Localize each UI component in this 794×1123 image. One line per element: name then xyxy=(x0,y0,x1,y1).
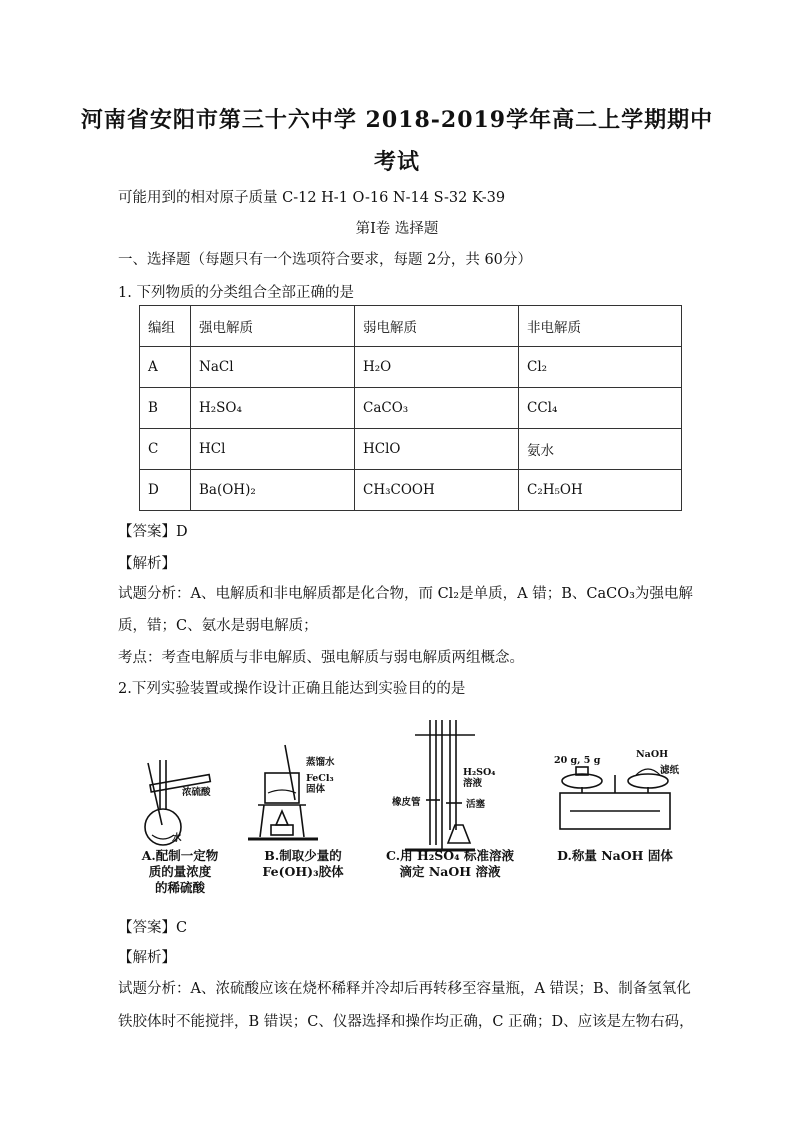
q1-answer: 【答案】D xyxy=(118,524,188,540)
label-fecl3: FeCl₃ xyxy=(306,773,334,784)
table-cell: CCl₄ xyxy=(519,388,682,429)
label-stopcock: 活塞 xyxy=(466,799,486,810)
option-a-caption-line3: 的稀硫酸 xyxy=(154,880,205,895)
table-cell: C xyxy=(140,429,191,470)
option-b-caption xyxy=(248,848,358,880)
label-naoh: NaOH xyxy=(636,749,669,760)
table-header-row xyxy=(140,306,682,347)
option-c-caption-line1: C.用 H₂SO₄ 标准溶液 xyxy=(386,848,514,863)
part1-heading: 一、选择题（每题只有一个选项符合要求，每题 2分，共 60分） xyxy=(118,252,532,268)
option-b-caption-line2: Fe(OH)₃胶体 xyxy=(262,864,344,879)
label-distilled-water: 蒸馏水 xyxy=(306,757,335,768)
table-cell: B xyxy=(140,388,191,429)
table-cell: C₂H₅OH xyxy=(519,470,682,511)
section-title: 第Ⅰ卷 选择题 xyxy=(355,221,439,237)
table-cell: H₂O xyxy=(355,347,519,388)
label-conc-sulfuric: 浓硫酸 xyxy=(182,787,211,798)
q2-stem: 2.下列实验装置或操作设计正确且能达到实验目的的是 xyxy=(118,681,466,697)
balance-drawing xyxy=(560,767,670,829)
label-water: 水 xyxy=(172,833,182,844)
table-cell: A xyxy=(140,347,191,388)
q2-analysis-label: 【解析】 xyxy=(118,950,176,966)
table-cell: H₂SO₄ xyxy=(191,388,355,429)
label-fecl3-solid: 固体 xyxy=(306,784,326,795)
q1-analysis-line2: 质，错；C、氨水是弱电解质； xyxy=(118,618,318,634)
q1-stem: 1. 下列物质的分类组合全部正确的是 xyxy=(118,285,354,301)
page-title: 河南省安阳市第三十六中学 2018-2019学年高二上学期期中 xyxy=(80,107,714,133)
option-c-caption xyxy=(380,848,520,880)
option-d-caption: D.称量 NaOH 固体 xyxy=(557,848,673,863)
table-row xyxy=(140,347,682,388)
table-row xyxy=(140,388,682,429)
label-h2so4: H₂SO₄ xyxy=(463,767,496,778)
table-row xyxy=(140,470,682,511)
table-cell: NaCl xyxy=(191,347,355,388)
label-weights: 20 g, 5 g xyxy=(554,755,601,766)
table-cell: 氨水 xyxy=(519,429,682,470)
table-header-cell: 强电解质 xyxy=(191,306,355,347)
q1-point: 考点：考查电解质与非电解质、强电解质与弱电解质两组概念。 xyxy=(118,650,524,666)
q2-answer: 【答案】C xyxy=(118,920,188,936)
q2-figure xyxy=(130,715,690,915)
page-title-line2: 考试 xyxy=(373,149,420,175)
table-cell: CaCO₃ xyxy=(355,388,519,429)
table-cell: Ba(OH)₂ xyxy=(191,470,355,511)
q2-analysis-line1: 试题分析：A、浓硫酸应该在烧杯稀释并冷却后再转移至容量瓶，A 错误；B、制备氢氧化 xyxy=(118,981,691,997)
table-cell: Cl₂ xyxy=(519,347,682,388)
table-header-cell: 非电解质 xyxy=(519,306,682,347)
option-a-caption-line2: 质的量浓度 xyxy=(148,864,212,879)
q2-analysis-line2: 铁胶体时不能搅拌，B 错误；C、仪器选择和操作均正确，C 正确；D、应该是左物右码， xyxy=(118,1014,694,1030)
classification-table xyxy=(139,305,682,511)
option-c-caption-line2: 滴定 NaOH 溶液 xyxy=(399,864,501,879)
table-cell: HCl xyxy=(191,429,355,470)
atomic-masses: 可能用到的相对原子质量 C-12 H-1 O-16 N-14 S-32 K-39 xyxy=(118,190,506,206)
option-b-caption-line1: B.制取少量的 xyxy=(264,848,342,863)
table-cell: CH₃COOH xyxy=(355,470,519,511)
label-rubber-tube: 橡皮管 xyxy=(392,797,421,808)
table-cell: D xyxy=(140,470,191,511)
q1-analysis-line1: 试题分析：A、电解质和非电解质都是化合物，而 Cl₂是单质，A 错；B、CaCO₃为强电解 xyxy=(118,586,693,602)
option-a-caption xyxy=(130,848,230,896)
q1-analysis-label: 【解析】 xyxy=(118,556,176,572)
table-row xyxy=(140,429,682,470)
table-cell: HClO xyxy=(355,429,519,470)
table-header-cell: 编组 xyxy=(140,306,191,347)
option-a-caption-line1: A.配制一定物 xyxy=(141,848,219,863)
label-filter-paper: 滤纸 xyxy=(660,765,680,776)
label-h2so4-solution: 溶液 xyxy=(463,778,483,789)
table-header-cell: 弱电解质 xyxy=(355,306,519,347)
